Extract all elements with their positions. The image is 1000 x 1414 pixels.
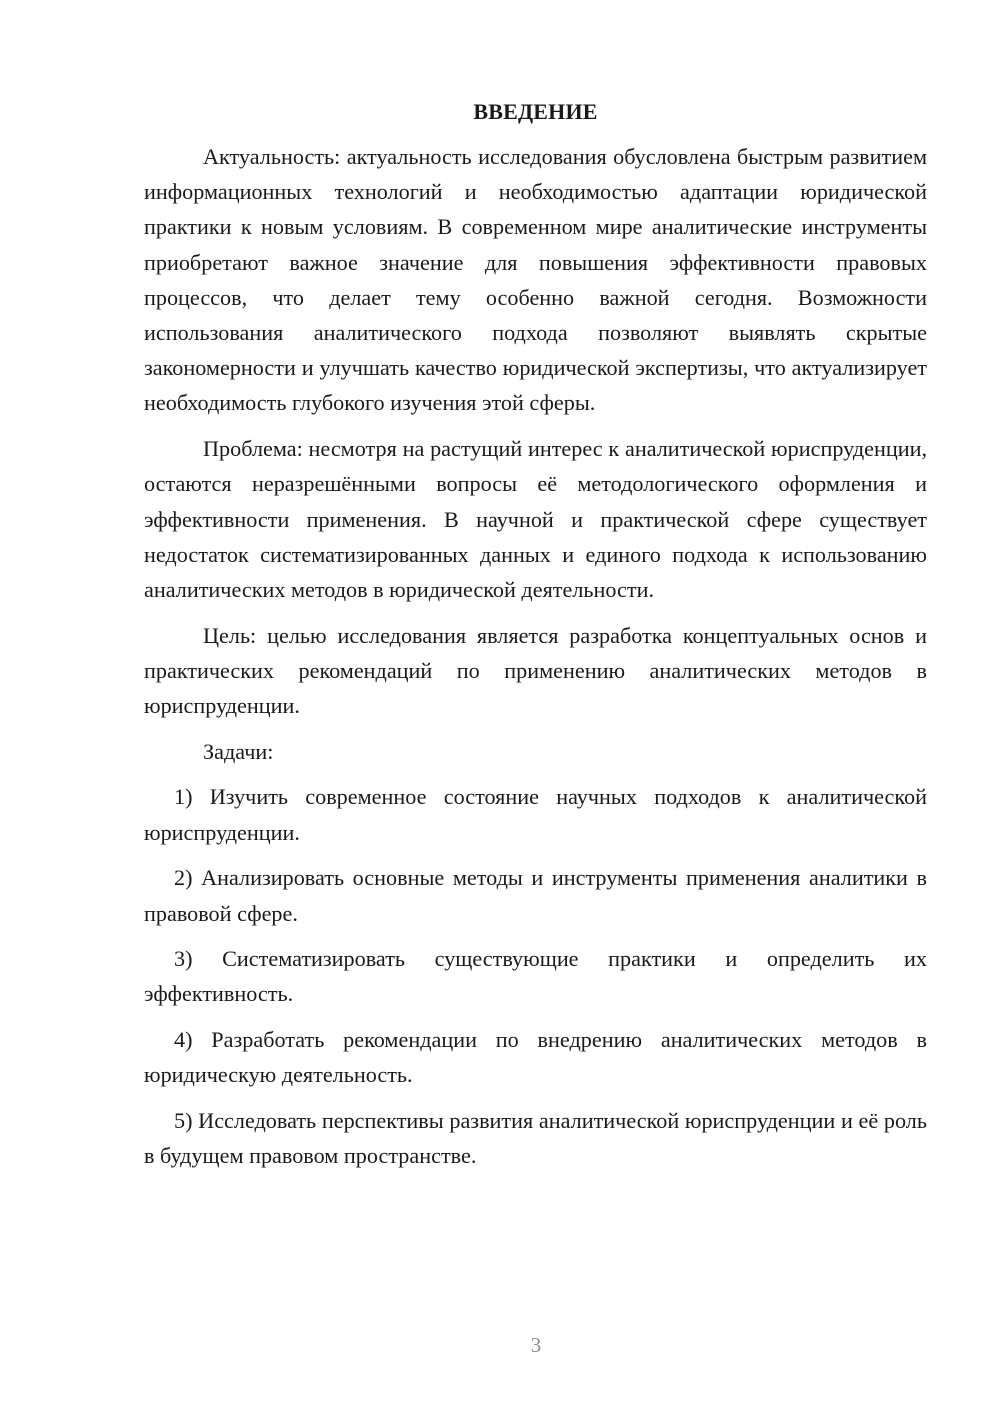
paragraph-goal: Цель: целью исследования является разработка концептуальных основ и практических рекомендаций по применению аналитических методов в юриспруденции. <box>144 622 927 719</box>
page-number: 3 <box>530 1333 542 1357</box>
paragraph-problem: Проблема: несмотря на растущий интерес к аналитической юриспруденции, остаются неразрешёнными вопросы её методологического оформления и эффективности применения. В научной и практической сфере существует недостаток систематизированных данных и единого подхода к использованию аналитических методов в юридической деятельности. <box>144 436 927 602</box>
task-item-2: 2) Анализировать основные методы и инструменты применения аналитики в правовой сфере. <box>144 865 927 926</box>
tasks-heading: Задачи: <box>203 738 274 764</box>
paragraph-relevance: Актуальность: актуальность исследования обусловлена быстрым развитием информационных технологий и необходимостью адаптации юридической практики к новым условиям. В современном мире аналитические инструменты приобретают важное значение для повышения эффективности правовых процессов, что делает тему особенно важной сегодня. Возможности использования аналитического подхода позволяют выявлять скрытые закономерности и улучшать качество юридической экспертизы, что актуализирует необходимость глубокого изучения этой сферы. <box>144 144 927 416</box>
task-item-5: 5) Исследовать перспективы развития аналитической юриспруденции и её роль в будущем правовом пространстве. <box>144 1108 927 1169</box>
section-title: ВВЕДЕНИЕ <box>473 99 598 124</box>
document-body <box>144 94 927 1184</box>
task-item-3: 3) Систематизировать существующие практики и определить их эффективность. <box>144 946 927 1007</box>
task-item-1: 1) Изучить современное состояние научных подходов к аналитической юриспруденции. <box>144 784 927 845</box>
task-item-4: 4) Разработать рекомендации по внедрению аналитических методов в юридическую деятельность. <box>144 1027 927 1088</box>
